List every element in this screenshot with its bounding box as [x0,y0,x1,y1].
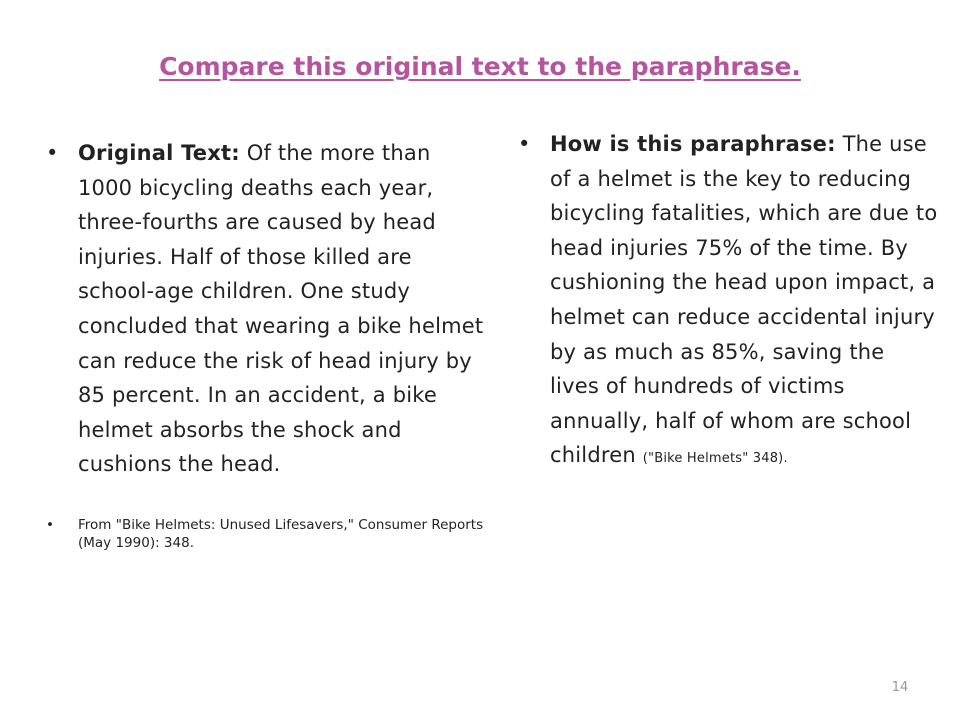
right-column [518,127,938,477]
paraphrase-body: The use of a helmet is the key to reducing bicycling fatalities, which are due to head injuries 75% of the time. By cushioning the head upon impact, a helmet can reduce accidental injury by as much as 85%, saving the lives of hundreds of victims annually, half of whom are school children [550,132,938,468]
bullet-icon: • [518,132,531,156]
bullet-icon: • [46,141,59,165]
original-text-body: Of the more than 1000 bicycling deaths each year, three-fourths are caused by head injuries. Half of those killed are school-age children. One study concluded that wearing a bike helmet can reduce the risk of head injury by 85 percent. In an accident, a bike helmet absorbs the shock and cushions the head. [78,141,484,477]
paraphrase-label: How is this paraphrase: [550,132,836,156]
source-text: From "Bike Helmets: Unused Lifesavers," Consumer Reports (May 1990): 348. [78,516,484,551]
original-text-bullet [46,136,490,482]
page-number: 14 [891,680,909,695]
original-text-label: Original Text: [78,141,240,165]
paraphrase-citation: ("Bike Helmets" 348). [642,451,788,467]
bullet-icon: • [46,516,54,533]
left-column [46,136,490,552]
slide-title: Compare this original text to the paraphrase. [159,52,801,81]
source-bullet [46,516,490,552]
paraphrase-bullet [518,127,938,477]
